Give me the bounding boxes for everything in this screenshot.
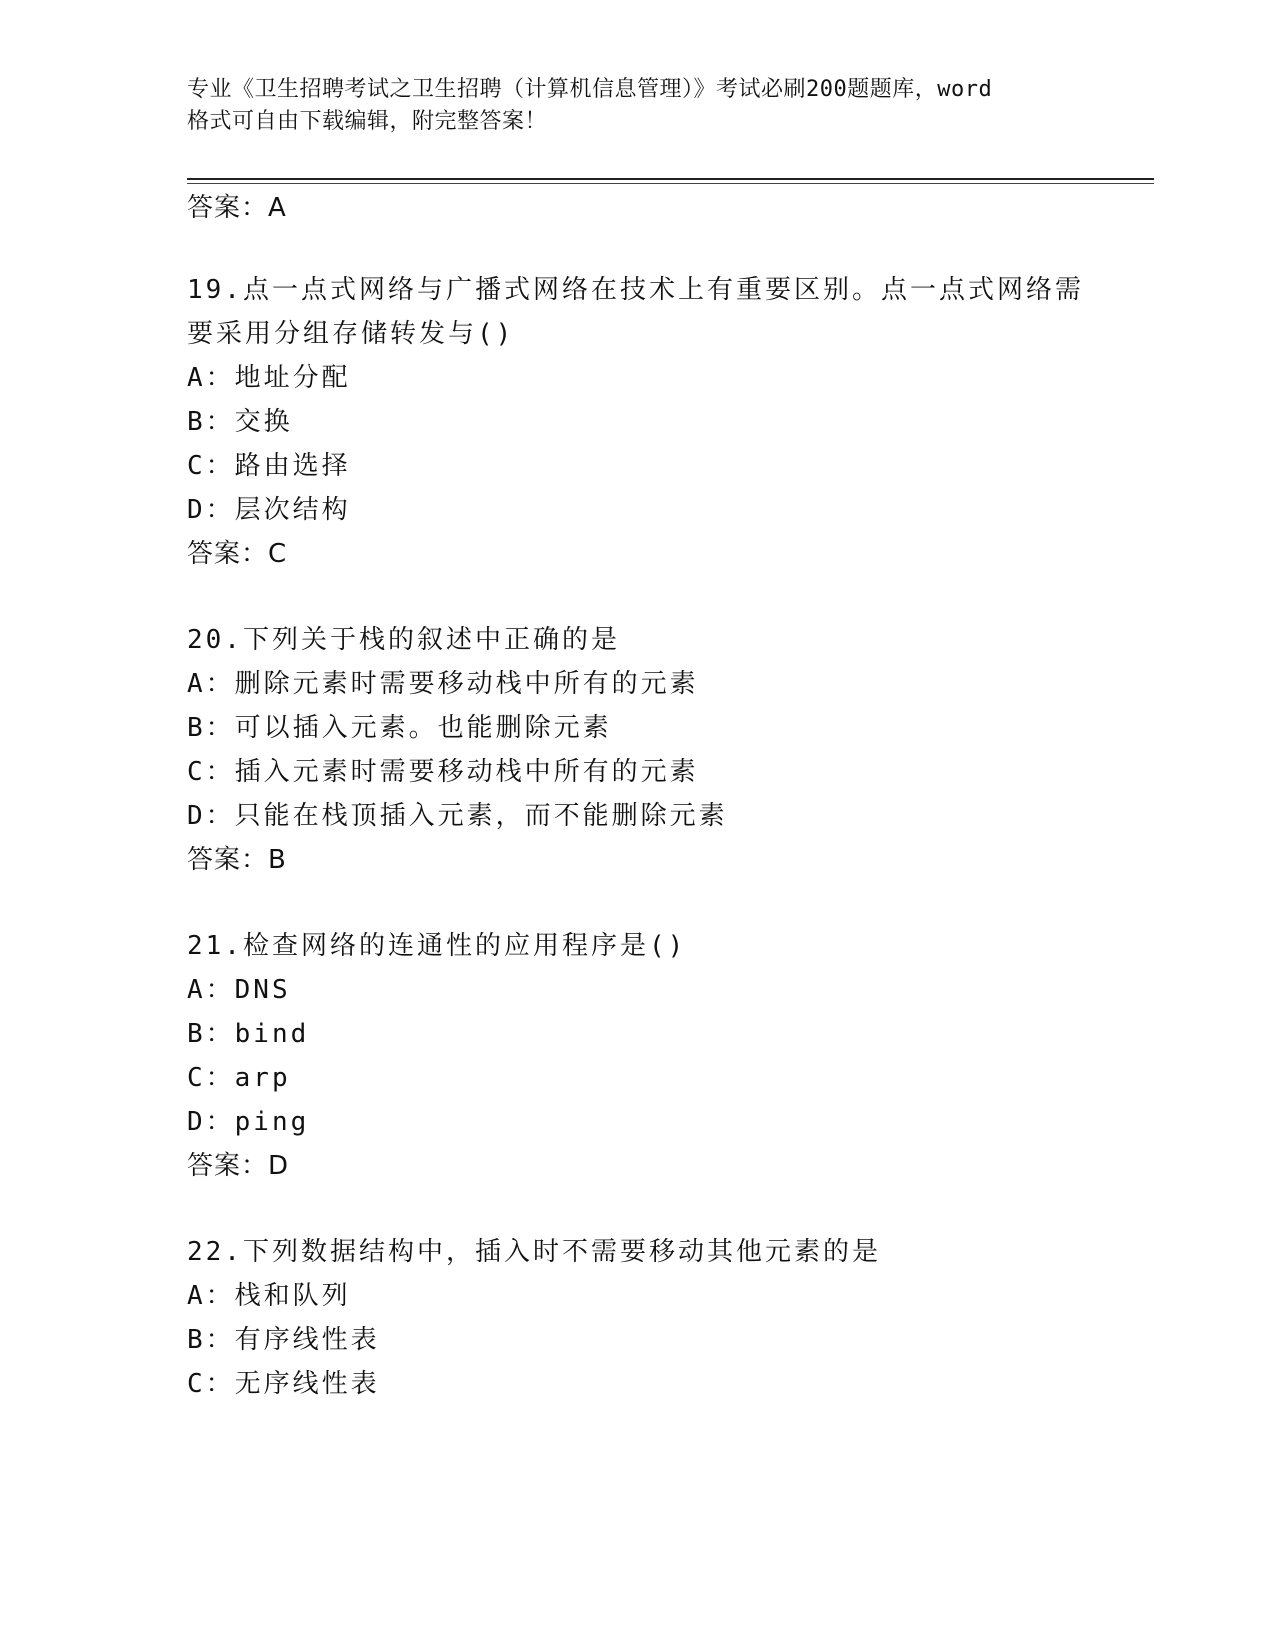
question-20-stem: 20.下列关于栈的叙述中正确的是: [187, 625, 620, 655]
question-21-option-c: C：arp: [187, 1063, 291, 1093]
question-19-stem-line-2: 要采用分组存储转发与(): [187, 319, 515, 349]
header-line-1: 专业《卫生招聘考试之卫生招聘（计算机信息管理）》考试必刷200题题库，word: [187, 77, 993, 102]
question-20-option-b: B：可以插入元素。也能删除元素: [187, 713, 612, 743]
question-21-answer: 答案：D: [187, 1151, 290, 1181]
question-19-stem-line-1: 19.点一点式网络与广播式网络在技术上有重要区别。点一点式网络需: [187, 275, 1084, 305]
previous-answer: 答案：A: [187, 193, 287, 223]
question-22-stem: 22.下列数据结构中，插入时不需要移动其他元素的是: [187, 1237, 881, 1267]
question-22-option-a: A：栈和队列: [187, 1281, 351, 1311]
question-19-option-d: D：层次结构: [187, 495, 351, 525]
question-21-option-b: B：bind: [187, 1019, 310, 1049]
question-20-option-c: C：插入元素时需要移动栈中所有的元素: [187, 757, 699, 787]
question-20-option-d: D：只能在栈顶插入元素，而不能删除元素: [187, 801, 728, 831]
document-header: [187, 74, 1087, 138]
header-rule-thick: [187, 178, 1154, 180]
question-22-option-c: C：无序线性表: [187, 1369, 380, 1399]
question-21-stem: 21.检查网络的连通性的应用程序是(): [187, 931, 687, 961]
question-22-option-b: B：有序线性表: [187, 1325, 380, 1355]
header-rule-thin: [187, 183, 1154, 184]
question-20-answer: 答案：B: [187, 845, 287, 875]
question-19-option-c: C：路由选择: [187, 451, 351, 481]
question-19-option-b: B：交换: [187, 407, 293, 437]
question-21-option-d: D：ping: [187, 1107, 310, 1137]
header-line-2: 格式可自由下载编辑，附完整答案！: [187, 109, 548, 134]
question-19-answer: 答案：C: [187, 539, 288, 569]
question-19-option-a: A：地址分配: [187, 363, 351, 393]
question-20-option-a: A：删除元素时需要移动栈中所有的元素: [187, 669, 699, 699]
question-21-option-a: A：DNS: [187, 975, 291, 1005]
